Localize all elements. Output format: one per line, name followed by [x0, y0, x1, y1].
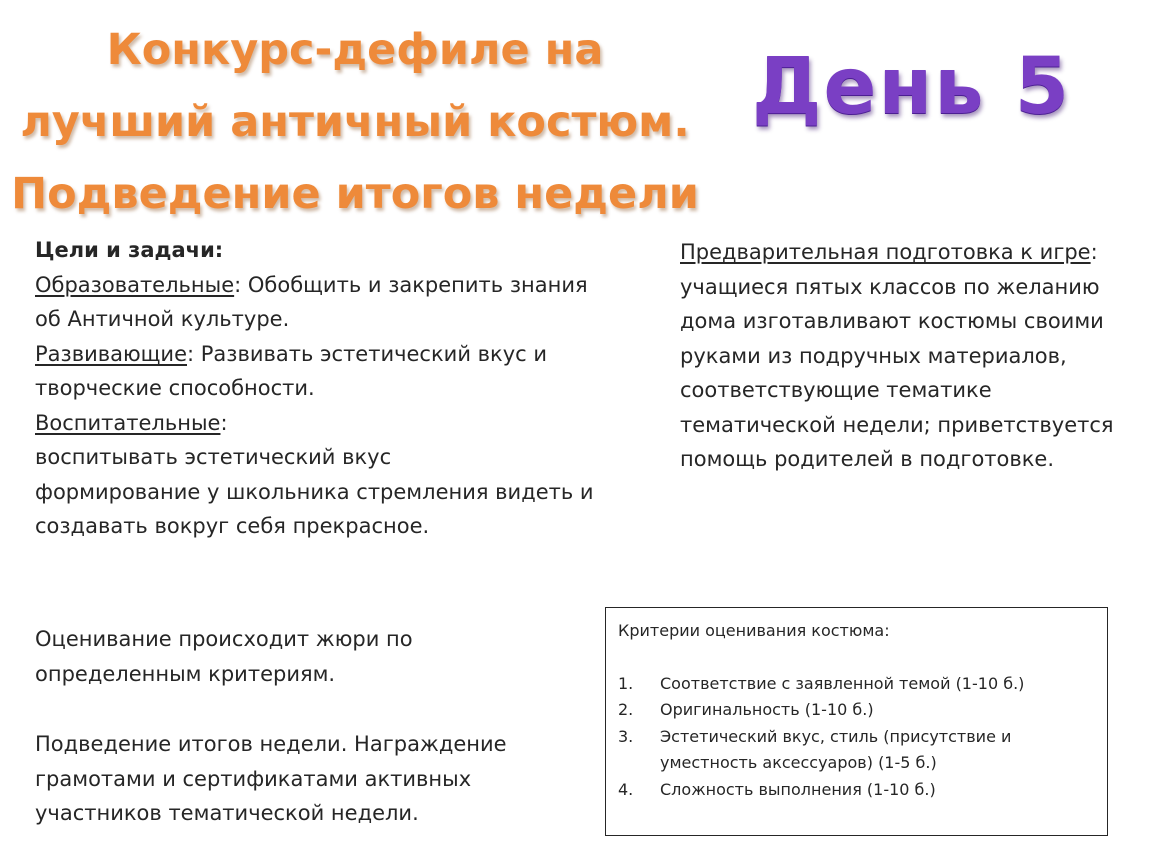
preparation-label: Предварительная подготовка к игре	[680, 240, 1091, 264]
criteria-item	[618, 724, 1095, 777]
goal-upbringing-line-1: воспитывать эстетический вкус	[35, 445, 392, 469]
page-title	[0, 14, 710, 230]
goal-upbringing-line-2: формирование у школьника стремления видеть и создавать вокруг себя прекрасное.	[35, 479, 594, 538]
preparation-section	[680, 235, 1125, 477]
goal-upbringing-colon: :	[220, 410, 228, 435]
goals-heading: Цели и задачи:	[35, 238, 224, 262]
goal-developing	[35, 337, 595, 406]
goal-educational	[35, 268, 595, 337]
criteria-item-text: Оригинальность (1-10 б.)	[660, 700, 874, 719]
criteria-item-text: Сложность выполнения (1-10 б.)	[660, 779, 936, 799]
criteria-item-text: Соответствие с заявленной темой (1-10 б.)	[660, 673, 1025, 693]
criteria-list	[618, 671, 1095, 804]
title-line-2: лучший античный костюм.	[20, 97, 690, 147]
preparation-text: : учащиеся пятых классов по желанию дома изготавливают костюмы своими руками из подручных материалов, соответствующие тематике тематической недели; приветствуется помощь родителей в подготовке.	[680, 240, 1114, 471]
goals-section	[35, 233, 595, 544]
summary-text: Подведение итогов недели. Награждение грамотами и сертификатами активных участников тематической недели.	[35, 732, 507, 825]
criteria-item	[618, 697, 1095, 724]
goal-developing-label: Развивающие	[35, 341, 187, 366]
goal-educational-text: : Обобщить и закрепить знания об Античной культуре.	[35, 272, 588, 331]
criteria-item	[618, 777, 1095, 804]
criteria-item	[618, 671, 1095, 698]
title-line-1: Конкурс-дефиле на	[106, 25, 604, 75]
criteria-box	[605, 607, 1108, 836]
goal-educational-label: Образовательные	[35, 272, 235, 297]
criteria-item-number: 2.	[618, 700, 634, 719]
title-line-3: Подведение итогов недели	[11, 169, 699, 219]
evaluation-text: Оценивание происходит жюри по определенным критериям.	[35, 627, 413, 686]
day-label: День 5	[752, 42, 1072, 132]
criteria-item-number: 1.	[618, 673, 634, 693]
goal-upbringing	[35, 406, 595, 441]
goal-upbringing-label: Воспитательные	[35, 410, 221, 435]
goal-developing-text: : Развивать эстетический вкус и творческие способности.	[35, 341, 547, 400]
criteria-item-text: Эстетический вкус, стиль (присутствие и уместность аксессуаров) (1-5 б.)	[660, 726, 1012, 772]
criteria-item-number: 3.	[618, 726, 634, 746]
criteria-title: Критерии оценивания костюма:	[618, 621, 890, 640]
criteria-item-number: 4.	[618, 779, 634, 799]
